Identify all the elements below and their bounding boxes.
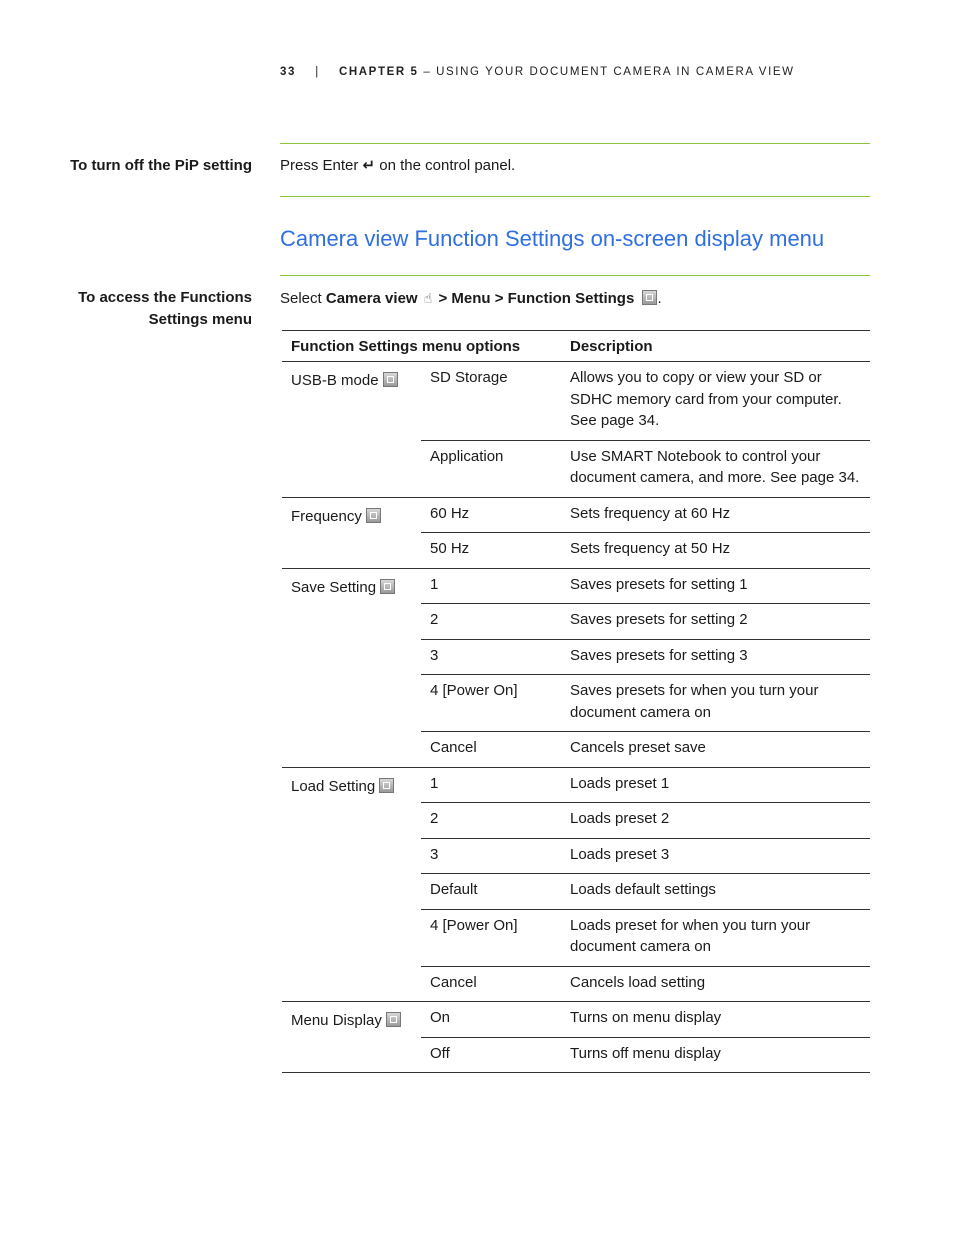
option-value: On xyxy=(421,1002,561,1038)
option-description: Saves presets for when you turn your document camera on xyxy=(561,675,870,732)
period: . xyxy=(657,290,662,307)
option-value: 3 xyxy=(421,639,561,675)
table-row xyxy=(282,767,870,803)
option-value: 2 xyxy=(421,604,561,640)
enter-icon: ↵ xyxy=(362,157,376,174)
load-icon xyxy=(379,778,394,793)
pip-text-before: Press Enter xyxy=(280,157,363,174)
option-description: Saves presets for setting 3 xyxy=(561,639,870,675)
camera-view-text: Camera view xyxy=(325,290,418,307)
access-label xyxy=(78,287,252,331)
option-description: Loads default settings xyxy=(561,874,870,910)
table-header-row xyxy=(282,331,870,362)
option-description: Use SMART Notebook to control your document camera, and more. See page 34. xyxy=(561,440,870,497)
option-description: Loads preset 3 xyxy=(561,838,870,874)
section-title: Camera view Function Settings on-screen display menu xyxy=(280,226,825,251)
option-value: 4 [Power On] xyxy=(421,909,561,966)
option-value: 1 xyxy=(421,568,561,604)
col1-header: Function Settings menu options xyxy=(282,331,561,362)
option-description: Cancels load setting xyxy=(561,966,870,1002)
option-value: 60 Hz xyxy=(421,497,561,533)
menu-path-text: > Menu > Function Settings xyxy=(434,290,635,307)
option-value: 2 xyxy=(421,803,561,839)
page-header xyxy=(280,66,795,78)
usb-icon xyxy=(383,372,398,387)
option-group-cell xyxy=(282,497,421,568)
option-group-cell xyxy=(282,362,421,498)
table-row xyxy=(282,568,870,604)
option-description: Saves presets for setting 1 xyxy=(561,568,870,604)
option-group-name: Frequency xyxy=(291,507,362,525)
access-label-line1: To access the Functions xyxy=(78,289,252,306)
option-value: SD Storage xyxy=(421,362,561,441)
option-description: Allows you to copy or view your SD or SDHC memory card from your computer. See page 34. xyxy=(561,362,870,441)
option-value: 50 Hz xyxy=(421,533,561,569)
access-instruction xyxy=(280,287,662,310)
pip-label: To turn off the PiP setting xyxy=(70,157,252,174)
col2-header: Description xyxy=(561,331,870,362)
function-settings-icon xyxy=(642,290,657,305)
option-value: Off xyxy=(421,1037,561,1073)
header-separator: | xyxy=(315,66,320,78)
option-description: Loads preset 2 xyxy=(561,803,870,839)
option-description: Turns off menu display xyxy=(561,1037,870,1073)
access-label-line2: Settings menu xyxy=(148,311,252,328)
option-description: Loads preset 1 xyxy=(561,767,870,803)
option-description: Sets frequency at 50 Hz xyxy=(561,533,870,569)
table-row xyxy=(282,497,870,533)
option-description: Saves presets for setting 2 xyxy=(561,604,870,640)
pip-text-after: on the control panel. xyxy=(375,157,516,174)
option-group-name: USB-B mode xyxy=(291,372,379,389)
option-value: 1 xyxy=(421,767,561,803)
option-value: 3 xyxy=(421,838,561,874)
chapter-label: CHAPTER 5 xyxy=(338,66,419,78)
pip-instruction xyxy=(280,155,515,177)
option-value: Cancel xyxy=(421,732,561,768)
chapter-title: – USING YOUR DOCUMENT CAMERA IN CAMERA VIEW xyxy=(418,66,795,78)
option-group-name: Menu Display xyxy=(291,1012,382,1029)
page-number: 33 xyxy=(280,66,296,78)
menu-display-icon xyxy=(386,1012,401,1027)
function-settings-table xyxy=(282,330,870,1073)
table-row xyxy=(282,362,870,441)
divider xyxy=(280,143,870,144)
option-group-name: Load Setting xyxy=(291,777,376,795)
option-group-cell xyxy=(282,767,421,1002)
option-value: Default xyxy=(421,874,561,910)
option-group-cell xyxy=(282,568,421,767)
option-value: Cancel xyxy=(421,966,561,1002)
option-description: Loads preset for when you turn your document camera on xyxy=(561,909,870,966)
divider xyxy=(280,275,870,276)
option-group-name: Save Setting xyxy=(291,578,377,596)
divider xyxy=(280,196,870,197)
option-description: Turns on menu display xyxy=(561,1002,870,1038)
option-value: 4 [Power On] xyxy=(421,675,561,732)
hand-pointer-icon: ☝ xyxy=(423,290,433,306)
save-icon xyxy=(380,579,395,594)
option-description: Cancels preset save xyxy=(561,732,870,768)
frequency-icon xyxy=(366,508,381,523)
select-text: Select xyxy=(280,290,326,307)
option-value: Application xyxy=(421,440,561,497)
option-description: Sets frequency at 60 Hz xyxy=(561,497,870,533)
option-group-cell xyxy=(282,1002,421,1073)
table-row xyxy=(282,1002,870,1038)
